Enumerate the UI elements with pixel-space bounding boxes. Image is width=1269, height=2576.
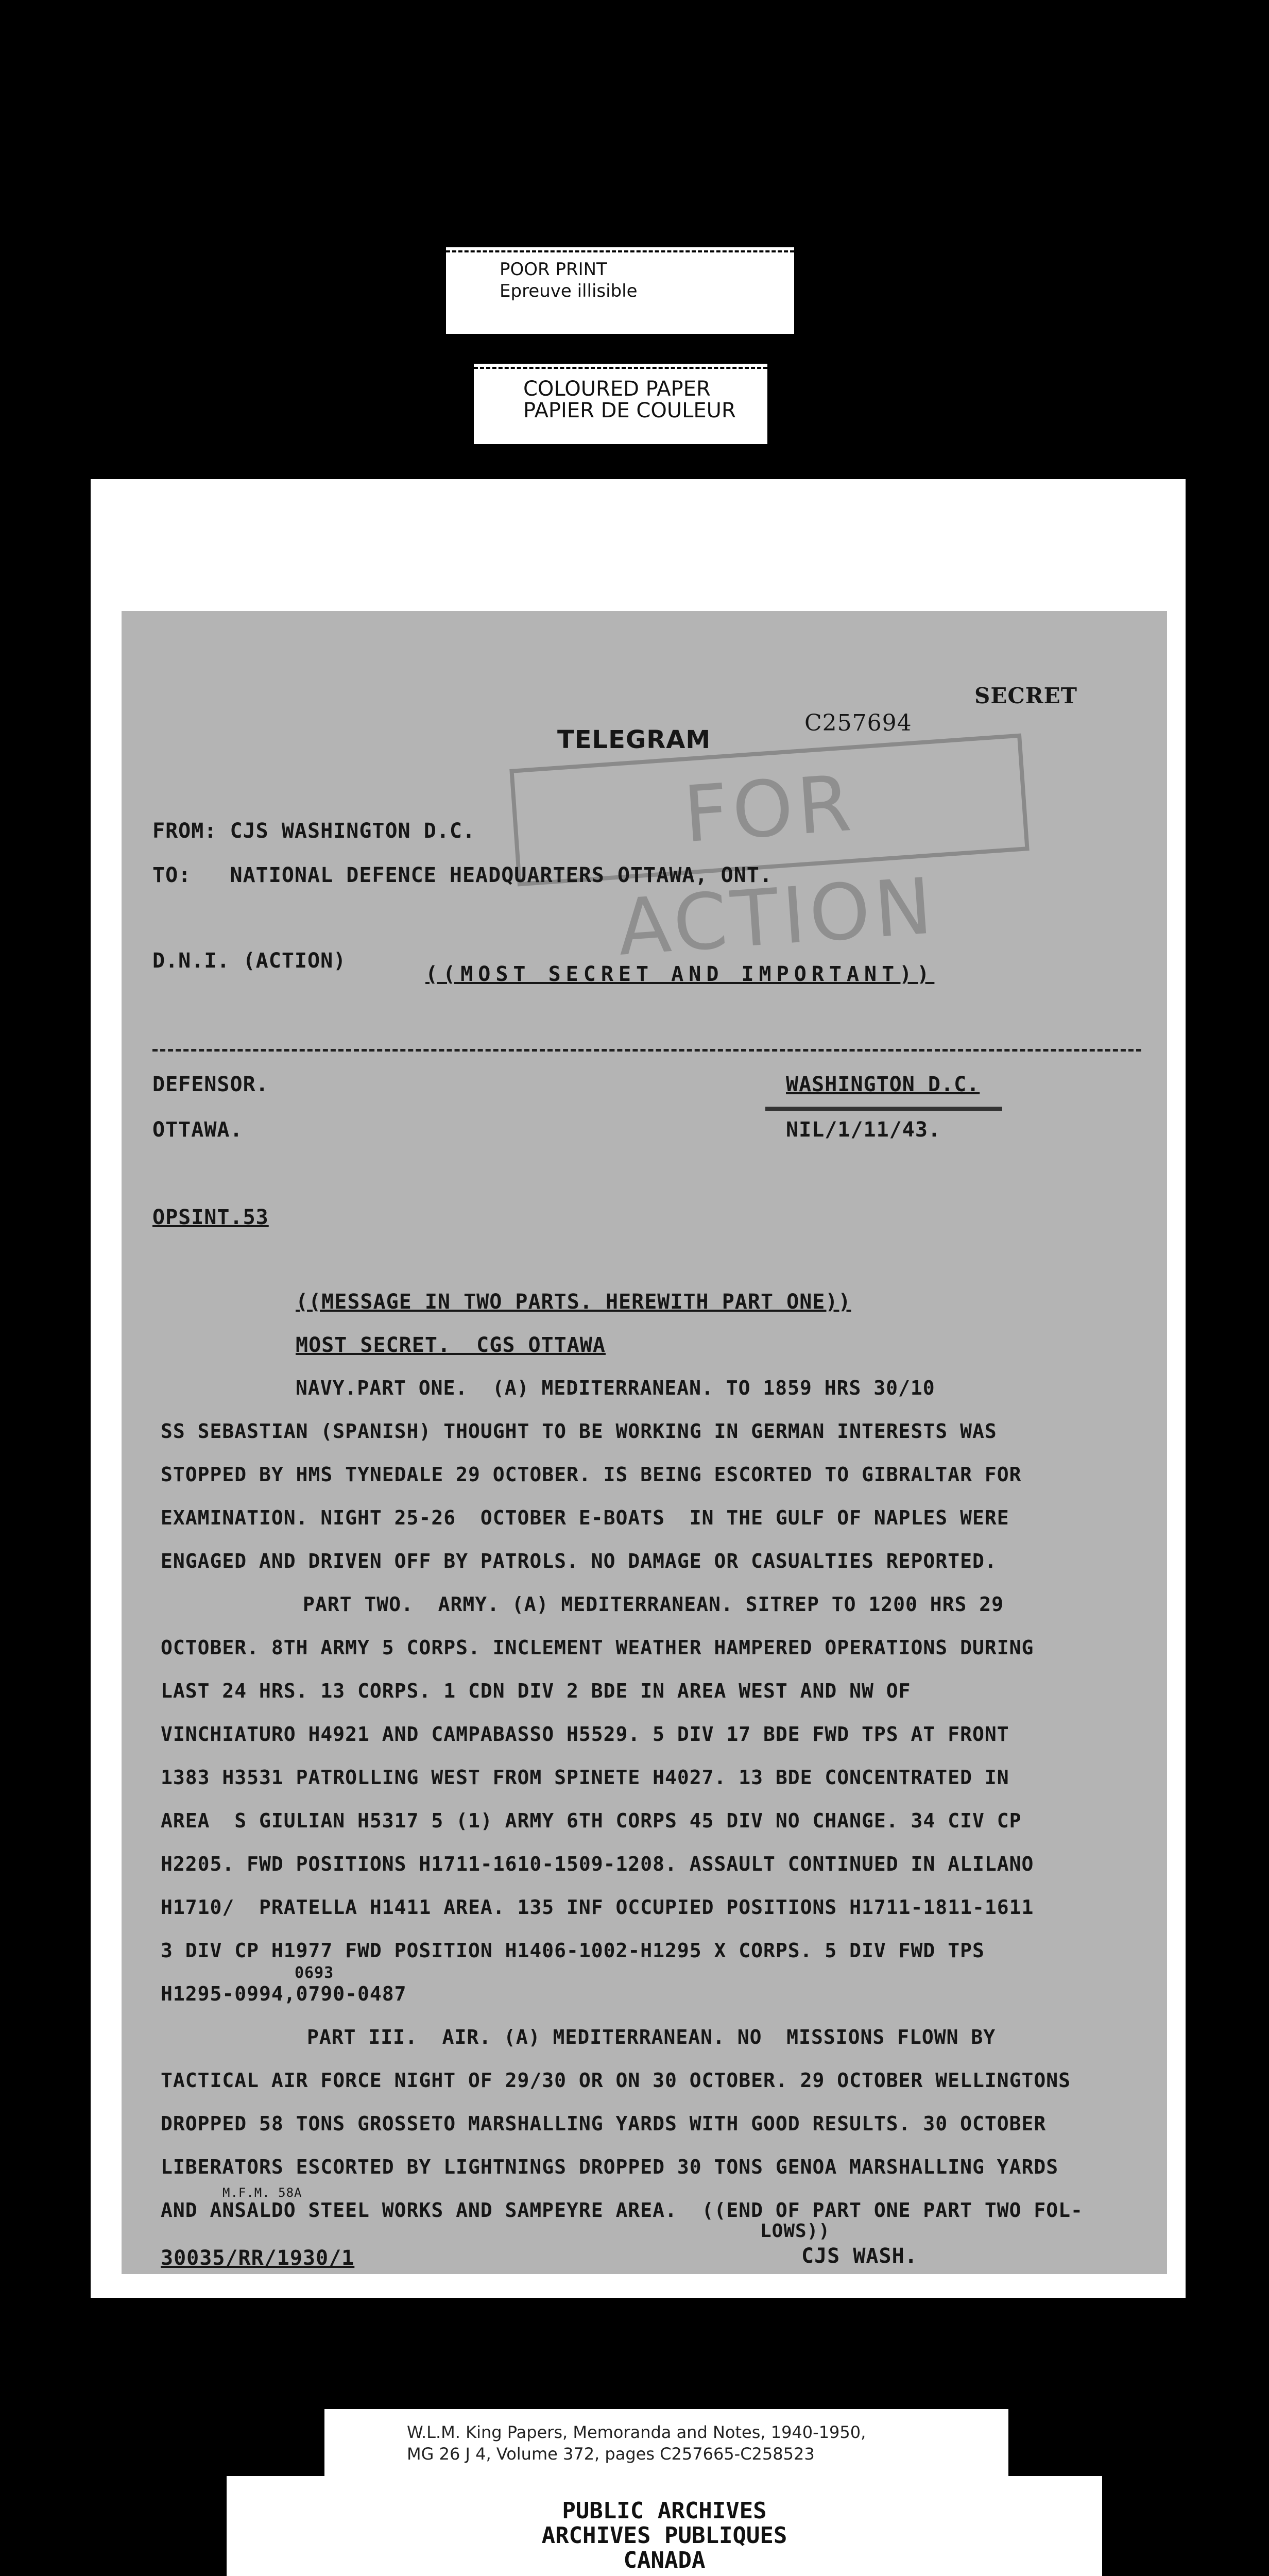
mfm-note: M.F.M. 58A — [222, 2185, 302, 2200]
body-line: 1383 H3531 PATROLLING WEST FROM SPINETE H4027. 13 BDE CONCENTRATED IN — [161, 1766, 1009, 1789]
body-line: AND ANSALDO STEEL WORKS AND SAMPEYRE AREA. ((END OF PART ONE PART TWO FOL- — [161, 2199, 1083, 2222]
archive-line-3: CANADA — [623, 2547, 706, 2573]
reference-line-2: MG 26 J 4, Volume 372, pages C257665-C258523 — [407, 2444, 815, 2464]
to-line: TO: NATIONAL DEFENCE HEADQUARTERS OTTAWA, ONT. — [152, 863, 773, 887]
continuation: LOWS)) — [760, 2221, 831, 2242]
collection-reference — [407, 2421, 948, 2465]
priority-line: ((MOST SECRET AND IMPORTANT)) — [425, 962, 935, 986]
body-line: LIBERATORS ESCORTED BY LIGHTNINGS DROPPED 30 TONS GENOA MARSHALLING YARDS — [161, 2156, 1059, 2178]
separator — [152, 1049, 1141, 1052]
archive-line-2: ARCHIVES PUBLIQUES — [541, 2522, 787, 2549]
addressee-2: OTTAWA. — [152, 1118, 243, 1142]
body-line: AREA S GIULIAN H5317 5 (1) ARMY 6TH CORPS 45 DIV NO CHANGE. 34 CIV CP — [161, 1809, 1022, 1832]
body-line: NAVY.PART ONE. (A) MEDITERRANEAN. TO 1859 HRS 30/10 — [296, 1377, 935, 1399]
body-line: PART TWO. ARMY. (A) MEDITERRANEAN. SITREP TO 1200 HRS 29 — [303, 1593, 1004, 1616]
footer-notch-right — [1008, 2409, 1102, 2476]
opsint: OPSINT.53 — [152, 1206, 269, 1229]
signature: CJS WASH. — [801, 2244, 918, 2268]
footer-notch-left — [227, 2409, 324, 2476]
body-line: LAST 24 HRS. 13 CORPS. 1 CDN DIV 2 BDE IN AREA WEST AND NW OF — [161, 1680, 911, 1702]
reference-line-1: W.L.M. King Papers, Memoranda and Notes, 1940-1950, — [407, 2422, 866, 2442]
coloured-paper-en: COLOURED PAPER — [523, 377, 711, 401]
body-line: SS SEBASTIAN (SPANISH) THOUGHT TO BE WORKING IN GERMAN INTERESTS WAS — [161, 1420, 997, 1443]
addressee-1: DEFENSOR. — [152, 1073, 269, 1096]
body-line: OCTOBER. 8TH ARMY 5 CORPS. INCLEMENT WEATHER HAMPERED OPERATIONS DURING — [161, 1636, 1034, 1659]
archive-line-1: PUBLIC ARCHIVES — [562, 2498, 767, 2524]
poor-print-en: POOR PRINT — [500, 259, 607, 280]
coloured-paper-fr: PAPIER DE COULEUR — [523, 399, 736, 422]
telegram-title: TELEGRAM — [557, 725, 711, 754]
poor-print-label — [446, 247, 794, 334]
message-header: ((MESSAGE IN TWO PARTS. HEREWITH PART ONE)) — [296, 1290, 851, 1314]
from-line: FROM: CJS WASHINGTON D.C. — [152, 819, 476, 843]
body-line: H1295-0994,0790-0487 — [161, 1982, 407, 2005]
most-secret: MOST SECRET. CGS OTTAWA — [296, 1333, 606, 1357]
origin-1: WASHINGTON D.C. — [786, 1073, 980, 1096]
poor-print-fr: Epreuve illisible — [500, 281, 638, 301]
origin-underline — [765, 1107, 1002, 1111]
body-line: EXAMINATION. NIGHT 25-26 OCTOBER E-BOATS IN THE GULF OF NAPLES WERE — [161, 1506, 1009, 1529]
body-line: H1710/ PRATELLA H1411 AREA. 135 INF OCCUPIED POSITIONS H1711-1811-1611 — [161, 1896, 1034, 1919]
doc-number: C257694 — [804, 710, 912, 736]
interlinear-note: 0693 — [295, 1964, 334, 1982]
body-line: ENGAGED AND DRIVEN OFF BY PATROLS. NO DAMAGE OR CASUALTIES REPORTED. — [161, 1550, 997, 1572]
body-line: 3 DIV CP H1977 FWD POSITION H1406-1002-H1295 X CORPS. 5 DIV FWD TPS — [161, 1939, 985, 1962]
body-line: TACTICAL AIR FORCE NIGHT OF 29/30 OR ON 30 OCTOBER. 29 OCTOBER WELLINGTONS — [161, 2069, 1071, 2092]
dni-line: D.N.I. (ACTION) — [152, 949, 347, 973]
body-line: STOPPED BY HMS TYNEDALE 29 OCTOBER. IS BEING ESCORTED TO GIBRALTAR FOR — [161, 1463, 1022, 1486]
for-action-stamp: FOR ACTION — [509, 734, 1029, 887]
body-line: VINCHIATURO H4921 AND CAMPABASSO H5529. 5 DIV 17 BDE FWD TPS AT FRONT — [161, 1723, 1009, 1745]
classification: SECRET — [974, 683, 1077, 708]
body-line: DROPPED 58 TONS GROSSETO MARSHALLING YARDS WITH GOOD RESULTS. 30 OCTOBER — [161, 2112, 1047, 2135]
archive-name — [227, 2499, 1102, 2573]
body-line: PART III. AIR. (A) MEDITERRANEAN. NO MISSIONS FLOWN BY — [307, 2026, 996, 2048]
file-reference: 30035/RR/1930/1 — [161, 2246, 355, 2270]
coloured-paper-label — [474, 364, 767, 444]
body-line: H2205. FWD POSITIONS H1711-1610-1509-1208. ASSAULT CONTINUED IN ALILANO — [161, 1853, 1034, 1875]
origin-2: NIL/1/11/43. — [786, 1118, 941, 1142]
telegram-document — [122, 611, 1167, 2274]
